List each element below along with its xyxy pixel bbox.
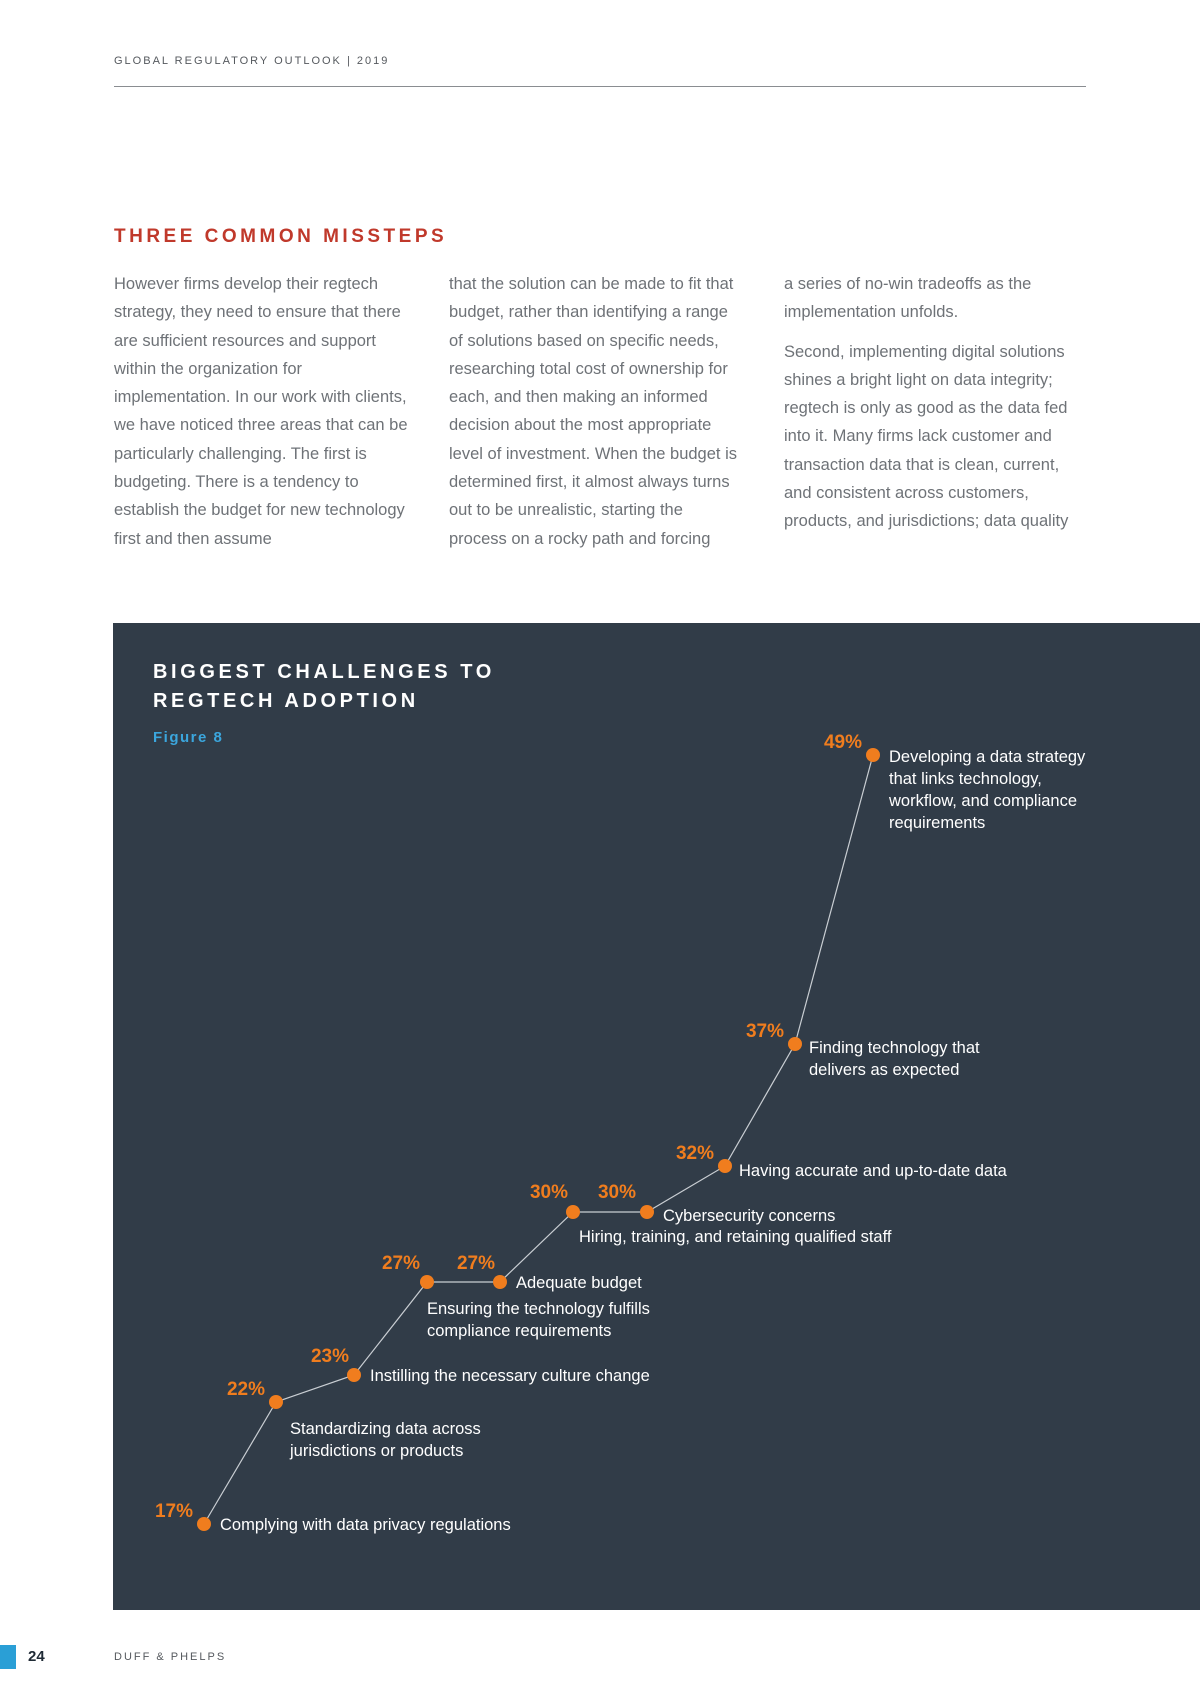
data-value-label: 49%	[823, 732, 862, 753]
data-point	[269, 1395, 283, 1409]
data-value-label: 17%	[154, 1501, 193, 1522]
figure-panel	[113, 623, 1200, 1610]
figure-label: Figure 8	[153, 729, 224, 746]
data-category-label: Developing a data strategy that links technology, workflow, and compliance requirements	[889, 748, 1086, 832]
data-value-label: 27%	[456, 1253, 495, 1274]
data-value-label: 30%	[529, 1182, 568, 1203]
data-value-label: 22%	[226, 1379, 265, 1400]
series-line	[204, 755, 873, 1524]
section-title: THREE COMMON MISSTEPS	[114, 226, 448, 247]
data-category-label: Adequate budget	[516, 1274, 642, 1292]
text-column-1	[114, 270, 410, 564]
data-category-label: Complying with data privacy regulations	[220, 1516, 511, 1534]
header-rule	[114, 86, 1086, 87]
data-category-label: Instilling the necessary culture change	[370, 1367, 650, 1385]
running-head: GLOBAL REGULATORY OUTLOOK | 2019	[114, 55, 390, 67]
page-marker	[0, 1645, 16, 1669]
data-value-label: 30%	[597, 1182, 636, 1203]
data-value-label: 32%	[675, 1143, 714, 1164]
page-number: 24	[28, 1648, 45, 1665]
data-point	[347, 1368, 361, 1382]
data-point	[788, 1037, 802, 1051]
data-point	[640, 1205, 654, 1219]
paragraph: that the solution can be made to fit that budget, rather than identifying a range of solutions based on specific needs, researching total cost of ownership for each, and then making an informed decision about the most appropriate level of investment. When the budget is determined first, it almost always turns out to be unrealistic, starting the process on a rocky path and forcing	[449, 275, 737, 548]
data-point	[566, 1205, 580, 1219]
paragraph: a series of no-win tradeoffs as the implementation unfolds.	[784, 275, 1032, 322]
text-column-3	[784, 270, 1080, 547]
paragraph: However firms develop their regtech strategy, they need to ensure that there are sufficient resources and support within the organization for implementation. In our work with clients, we have noticed three areas that can be particularly challenging. The first is budgeting. There is a tendency to establish the budget for new technology first and then assume	[114, 275, 408, 548]
data-point	[420, 1275, 434, 1289]
text-column-2	[449, 270, 745, 564]
data-category-label: Hiring, training, and retaining qualified staff	[579, 1228, 892, 1246]
challenges-chart	[113, 623, 1200, 1610]
footer-brand: DUFF & PHELPS	[114, 1651, 227, 1663]
data-point	[866, 748, 880, 762]
data-point	[197, 1517, 211, 1531]
data-value-label: 37%	[745, 1021, 784, 1042]
data-category-label: Finding technology that delivers as expected	[809, 1039, 980, 1079]
figure-title-line: BIGGEST CHALLENGES TO	[153, 661, 495, 683]
data-category-label: Standardizing data across jurisdictions or products	[290, 1420, 481, 1460]
data-category-label: Having accurate and up-to-date data	[739, 1162, 1007, 1180]
data-value-label: 27%	[381, 1253, 420, 1274]
data-point	[493, 1275, 507, 1289]
paragraph: Second, implementing digital solutions shines a bright light on data integrity; regtech is only as good as the data fed into it. Many firms lack customer and transaction data that is clean, current, and consistent across customers, products, and jurisdictions; data quality	[784, 342, 1069, 531]
data-value-label: 23%	[310, 1346, 349, 1367]
data-point	[718, 1159, 732, 1173]
data-category-label: Cybersecurity concerns	[663, 1207, 836, 1225]
data-category-label: Ensuring the technology fulfills compliance requirements	[427, 1300, 650, 1340]
figure-title-line: REGTECH ADOPTION	[153, 690, 419, 712]
